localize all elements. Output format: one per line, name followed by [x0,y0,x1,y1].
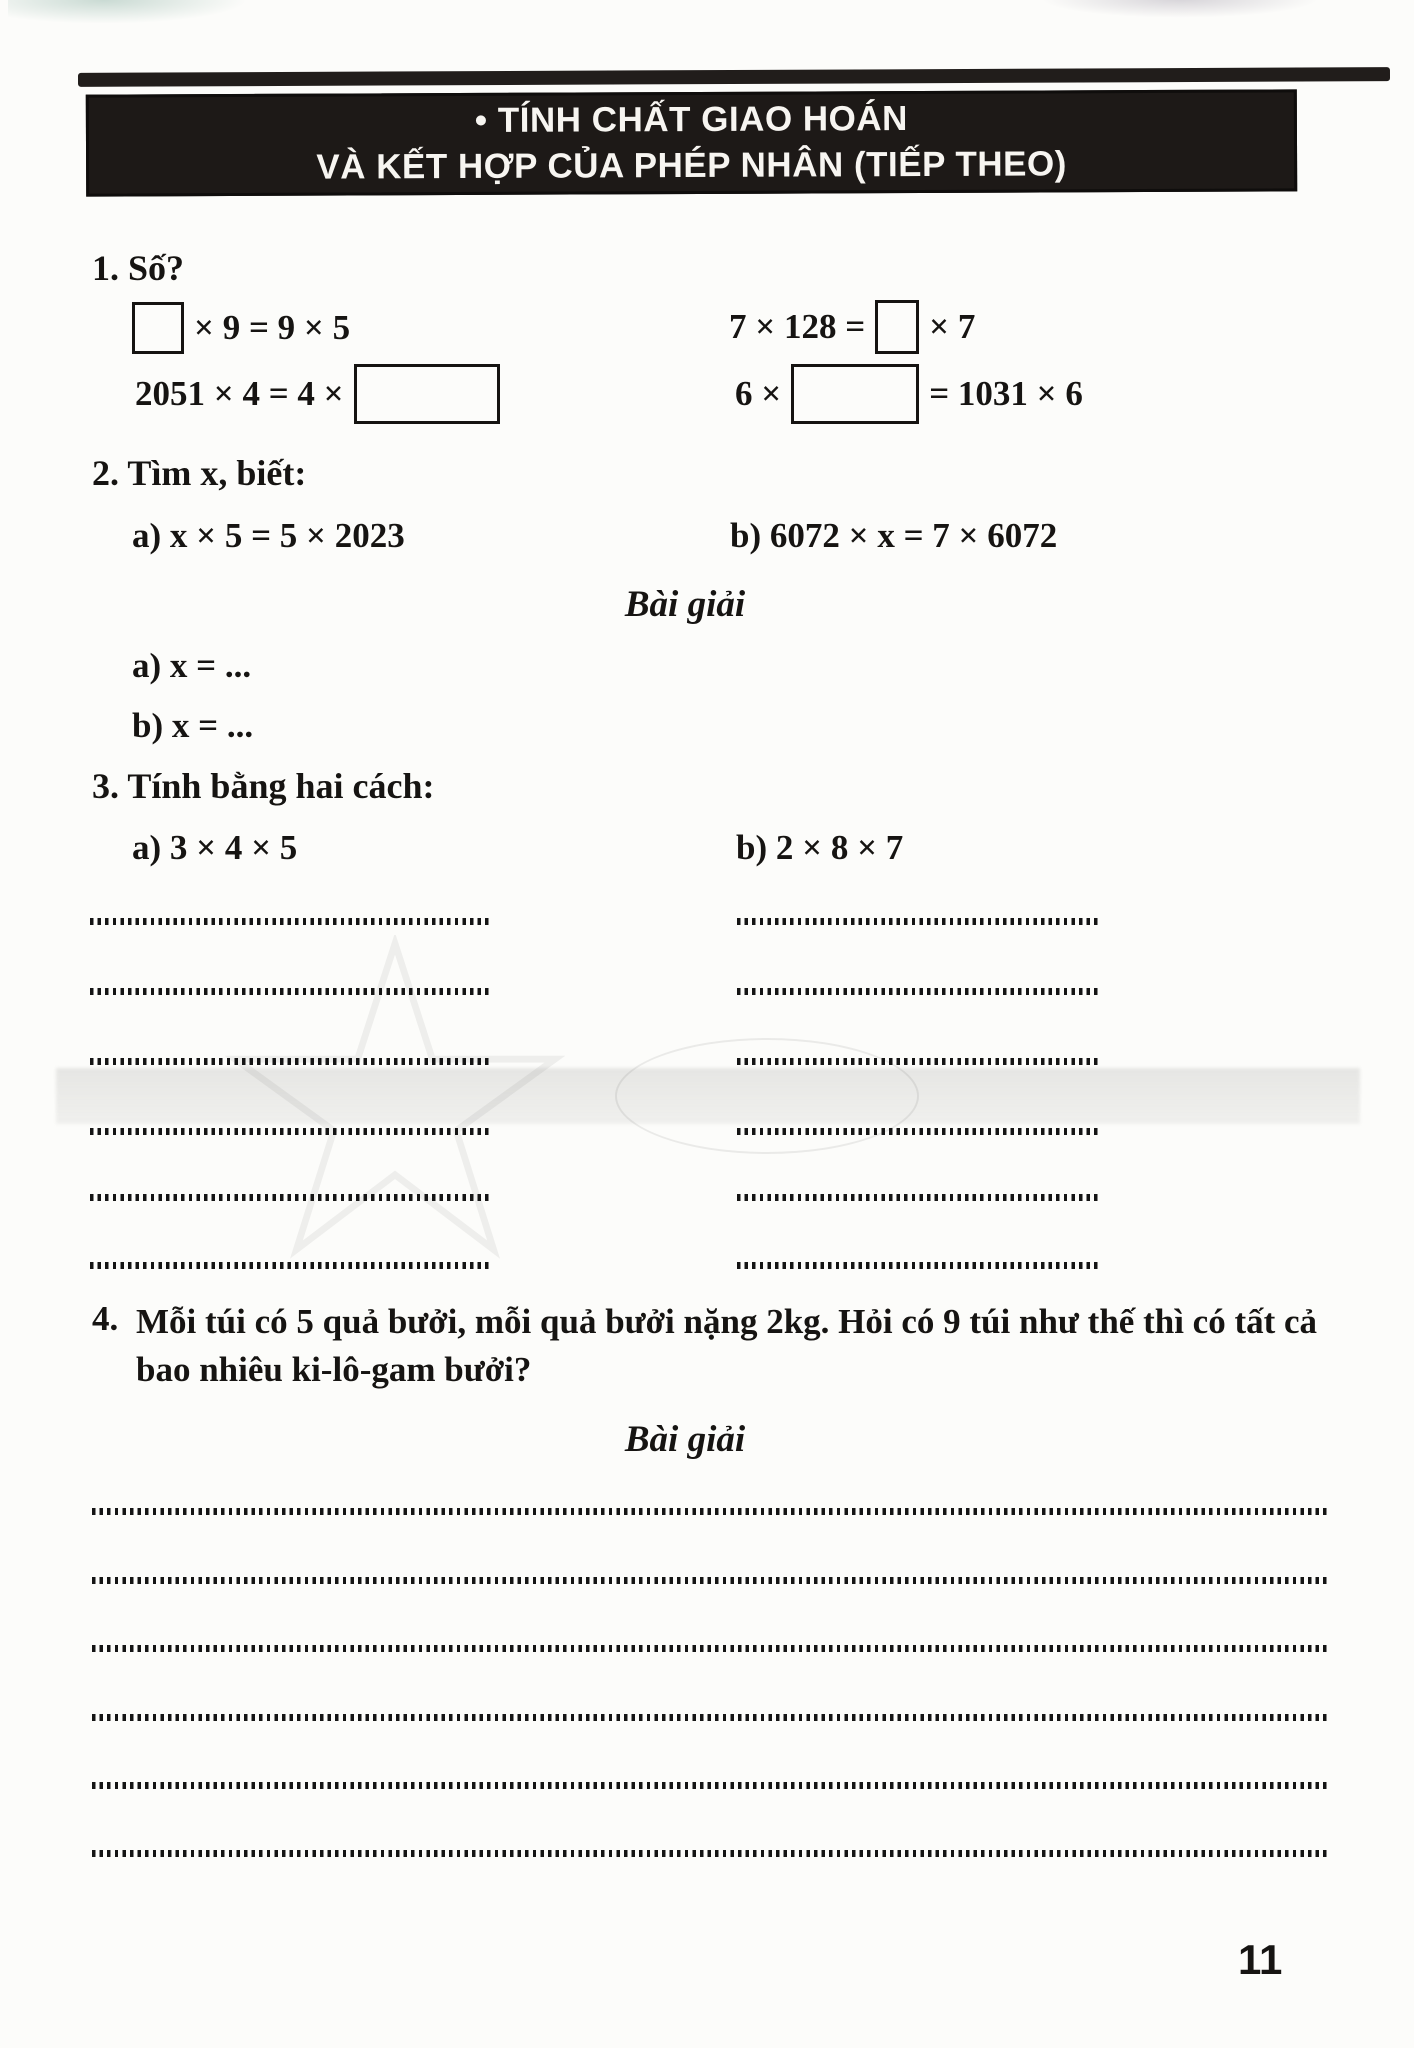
answer-line[interactable] [92,1645,1330,1652]
answer-line[interactable] [90,1262,490,1269]
exercise2-answer-b: b) x = ... [132,706,254,745]
scan-smudge [8,0,248,24]
lesson-title-banner [86,89,1297,196]
scan-smudge [1040,0,1320,18]
scan-edge-strip [78,67,1390,87]
exercise3-title: Tính bằng hai cách: [127,766,435,806]
ex1-eq4-text-left: 6 × [735,374,782,413]
lesson-title-line2: VÀ KẾT HỢP CỦA PHÉP NHÂN (TIẾP THEO) [316,144,1067,187]
ex1-eq3-text: 2051 × 4 = 4 × [135,374,344,413]
exercise1-number: 1. [92,248,119,288]
exercise2-title: Tìm x, biết: [127,453,307,493]
ex1-answer-box-2[interactable] [875,300,919,354]
exercise2-item-b: b) 6072 × x = 7 × 6072 [730,516,1058,555]
ex1-eq1-text: × 9 = 9 × 5 [194,308,351,347]
exercise2-heading [92,452,306,494]
ex1-equation-top-left [132,300,350,356]
answer-line[interactable] [92,1577,1330,1584]
ex1-equation-bottom-left [135,362,500,426]
answer-line[interactable] [90,1194,490,1201]
exercise3-item-b: b) 2 × 8 × 7 [736,828,904,867]
exercise1-title: Số? [128,248,185,288]
ex1-eq2-text-right: × 7 [929,307,976,346]
answer-line[interactable] [90,1128,490,1135]
ex1-answer-box-1[interactable] [132,302,184,354]
exercise2-answer-a: a) x = ... [132,646,252,685]
answer-line[interactable] [737,1058,1100,1065]
answer-line[interactable] [737,988,1100,995]
answer-line[interactable] [92,1714,1330,1721]
lesson-title-line1: • TÍNH CHẤT GIAO HOÁN [474,99,908,140]
bleed-through-oval [615,1038,919,1154]
answer-line[interactable] [92,1850,1330,1857]
answer-line[interactable] [90,1058,490,1065]
answer-line[interactable] [737,918,1100,925]
ex1-answer-box-4[interactable] [791,364,919,424]
answer-line[interactable] [737,1262,1100,1269]
ex1-eq2-text-left: 7 × 128 = [729,307,866,346]
exercise2-number: 2. [92,453,119,493]
ex1-equation-top-right [729,298,975,356]
answer-line[interactable] [92,1782,1330,1789]
answer-line[interactable] [737,1194,1100,1201]
solution-heading: Bài giải [624,1419,746,1460]
ex1-eq4-text-right: = 1031 × 6 [929,374,1083,413]
exercise4-number: 4. [92,1299,119,1338]
ex1-answer-box-3[interactable] [354,364,500,424]
answer-line[interactable] [92,1508,1330,1515]
page-number: 11 [1238,1936,1283,1983]
answer-line[interactable] [90,918,490,925]
solution-heading: Bài giải [624,584,746,625]
ex1-equation-bottom-right [735,362,1083,426]
bleed-through-star [225,935,565,1265]
exercise3-number: 3. [92,766,119,806]
exercise3-item-a: a) 3 × 4 × 5 [132,828,298,867]
exercise2-item-a: a) x × 5 = 5 × 2023 [132,516,405,555]
answer-line[interactable] [90,988,490,995]
exercise3-heading [92,765,434,807]
answer-line[interactable] [737,1128,1100,1135]
exercise1-heading [92,247,184,289]
exercise4-question: Mỗi túi có 5 quả bưởi, mỗi quả bưởi nặng 2kg. Hỏi có 9 túi như thế thì có tất cả bao nhiêu ki-lô-gam bưởi? [136,1302,1318,1389]
